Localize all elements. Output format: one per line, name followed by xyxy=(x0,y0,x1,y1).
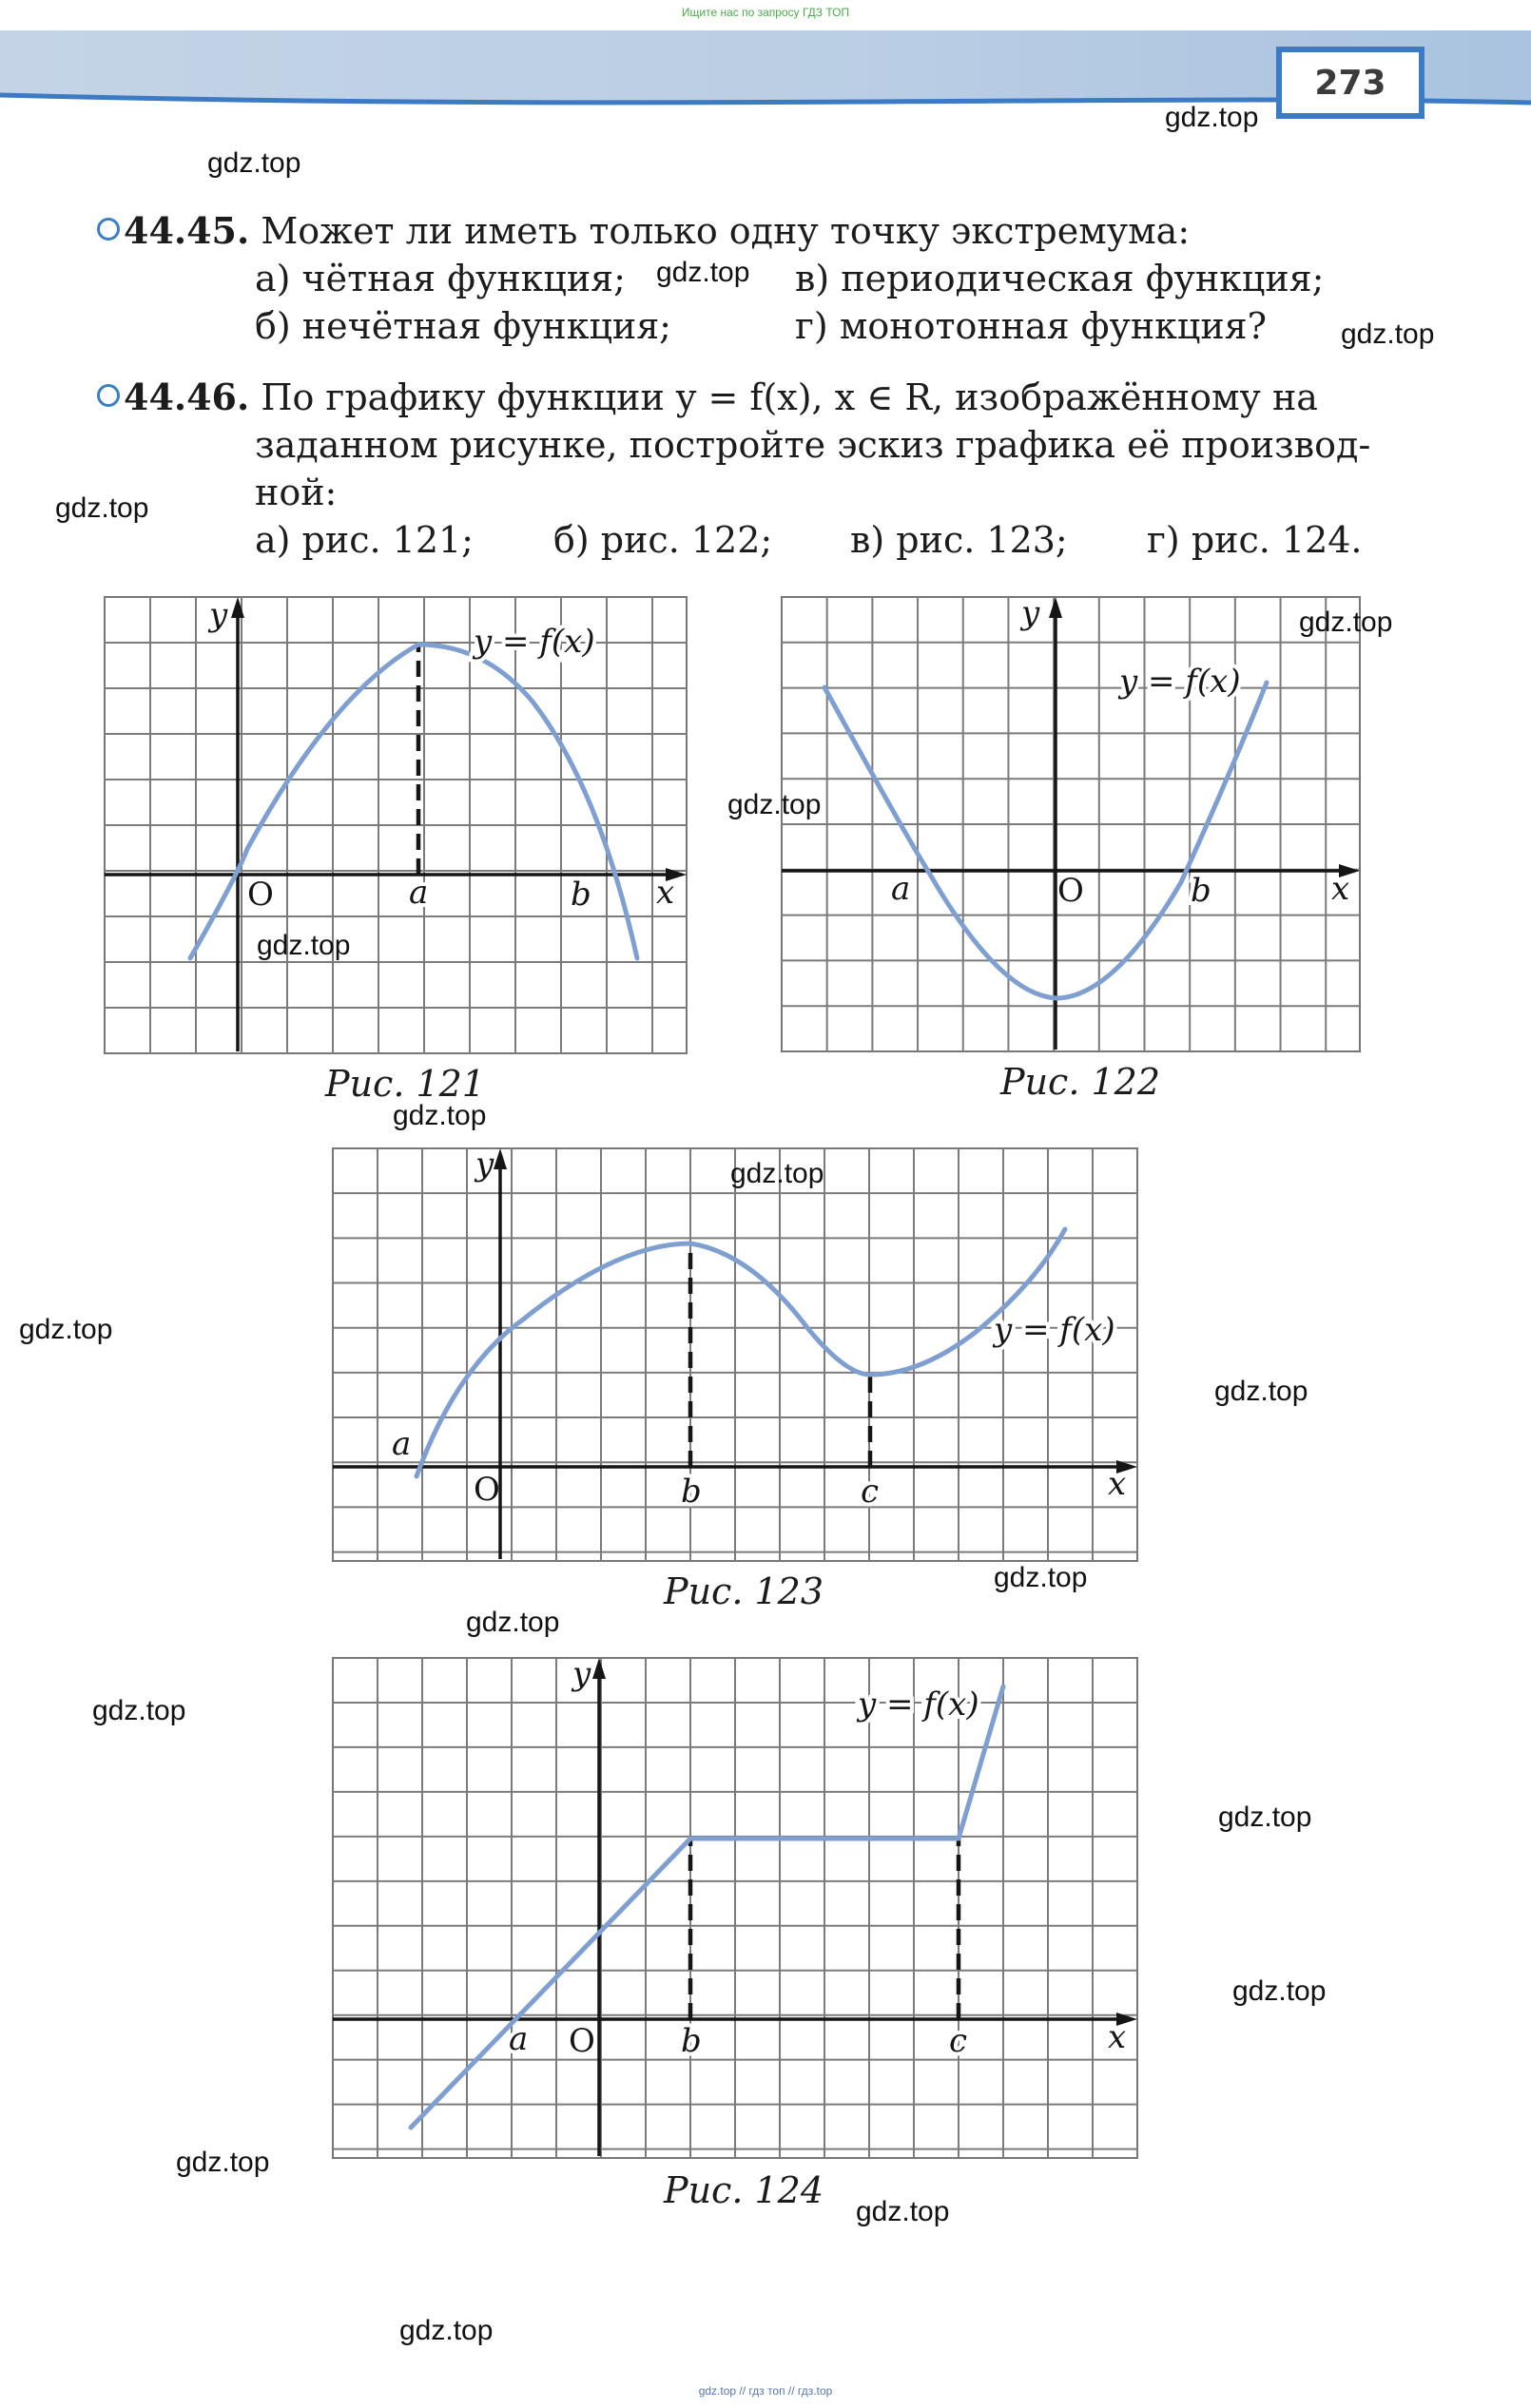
point-b-label: b xyxy=(681,1473,702,1511)
watermark: gdz.top xyxy=(55,492,149,524)
watermark: gdz.top xyxy=(730,1158,824,1189)
bottom-note: gdz.top // гдз топ // гдз.top xyxy=(698,2384,833,2398)
function-label: y = f(x) xyxy=(1119,663,1241,701)
y-axis-label: y xyxy=(1021,594,1040,632)
top-note: Ищите нас по запросу ГДЗ ТОП xyxy=(681,6,850,19)
figure-122 xyxy=(782,594,1360,1051)
x-axis-label: x xyxy=(1108,1465,1127,1503)
figure-124 xyxy=(333,1655,1137,2158)
exercise-number: 44.46. xyxy=(124,376,250,418)
figure-123 xyxy=(333,1148,1137,1561)
x-axis-label: x xyxy=(1108,2018,1127,2056)
point-a-label: a xyxy=(509,2020,529,2058)
point-b-label: b xyxy=(1191,872,1211,910)
watermark: gdz.top xyxy=(1165,102,1259,133)
watermark: gdz.top xyxy=(257,930,351,961)
watermark: gdz.top xyxy=(1299,607,1393,638)
exercise-44-45-option-a: а) чётная функция; xyxy=(255,258,626,299)
page-number: 273 xyxy=(1314,63,1386,103)
watermark: gdz.top xyxy=(207,147,301,179)
y-axis-label: y xyxy=(209,596,228,634)
optional-circle-icon xyxy=(97,384,120,407)
point-a-label: a xyxy=(392,1425,412,1463)
function-label: y = f(x) xyxy=(474,623,595,661)
point-b-label: b xyxy=(681,2022,702,2060)
exercise-44-45-option-g: г) монотонная функция? xyxy=(795,305,1268,347)
exercise-line-1: По графику функции y = f(x), x ∈ R, изображённому на xyxy=(261,376,1318,418)
exercise-44-45-option-v: в) периодическая функция; xyxy=(795,258,1325,299)
point-b-label: b xyxy=(571,876,591,914)
y-axis-label: y xyxy=(572,1655,591,1693)
exercise-44-46-option-g: г) рис. 124. xyxy=(1147,519,1363,561)
exercise-44-46-line-2: заданном рисунке, постройте эскиз графика её производ- xyxy=(255,424,1371,466)
watermark: gdz.top xyxy=(399,2315,494,2346)
function-label: y = f(x) xyxy=(858,1686,979,1724)
point-c-label: c xyxy=(949,2022,968,2060)
exercise-44-46-option-a: а) рис. 121; xyxy=(255,519,474,561)
y-axis-label: y xyxy=(475,1146,494,1184)
figure-123-caption: Рис. 123 xyxy=(664,1570,824,1612)
optional-circle-icon xyxy=(97,218,120,241)
watermark: gdz.top xyxy=(1232,1975,1327,2007)
watermark: gdz.top xyxy=(994,1562,1088,1593)
exercise-number: 44.45. xyxy=(124,209,250,252)
point-c-label: c xyxy=(861,1473,880,1511)
watermark: gdz.top xyxy=(1341,318,1435,350)
figure-121-caption: Рис. 121 xyxy=(325,1063,486,1105)
origin-label: O xyxy=(474,1471,500,1509)
exercise-44-46-option-b: б) рис. 122; xyxy=(553,519,773,561)
watermark: gdz.top xyxy=(393,1100,487,1131)
figure-122-caption: Рис. 122 xyxy=(1000,1061,1161,1103)
origin-label: O xyxy=(569,2022,595,2060)
exercise-44-46-title xyxy=(97,374,1318,421)
watermark: gdz.top xyxy=(92,1695,186,1726)
figure-121 xyxy=(105,597,687,1053)
watermark: gdz.top xyxy=(856,2196,950,2227)
exercise-44-45-option-b: б) нечётная функция; xyxy=(255,305,671,347)
exercise-44-46-option-v: в) рис. 123; xyxy=(850,519,1068,561)
watermark: gdz.top xyxy=(176,2147,270,2178)
x-axis-label: x xyxy=(1331,870,1350,908)
watermark: gdz.top xyxy=(466,1607,560,1638)
origin-label: O xyxy=(247,876,274,914)
point-a-label: a xyxy=(409,874,429,912)
exercise-44-46-line-3: ной: xyxy=(255,472,338,513)
figure-124-caption: Рис. 124 xyxy=(664,2169,824,2211)
x-axis-label: x xyxy=(656,874,675,912)
origin-label: O xyxy=(1057,872,1084,910)
point-a-label: a xyxy=(891,870,911,908)
watermark: gdz.top xyxy=(656,257,750,288)
exercise-44-45-title xyxy=(97,207,1190,255)
watermark: gdz.top xyxy=(19,1314,113,1345)
exercise-question: Может ли иметь только одну точку экстремума: xyxy=(261,210,1191,252)
watermark: gdz.top xyxy=(1214,1376,1308,1407)
watermark: gdz.top xyxy=(1218,1801,1312,1833)
watermark: gdz.top xyxy=(727,789,822,820)
function-label: y = f(x) xyxy=(994,1311,1115,1349)
